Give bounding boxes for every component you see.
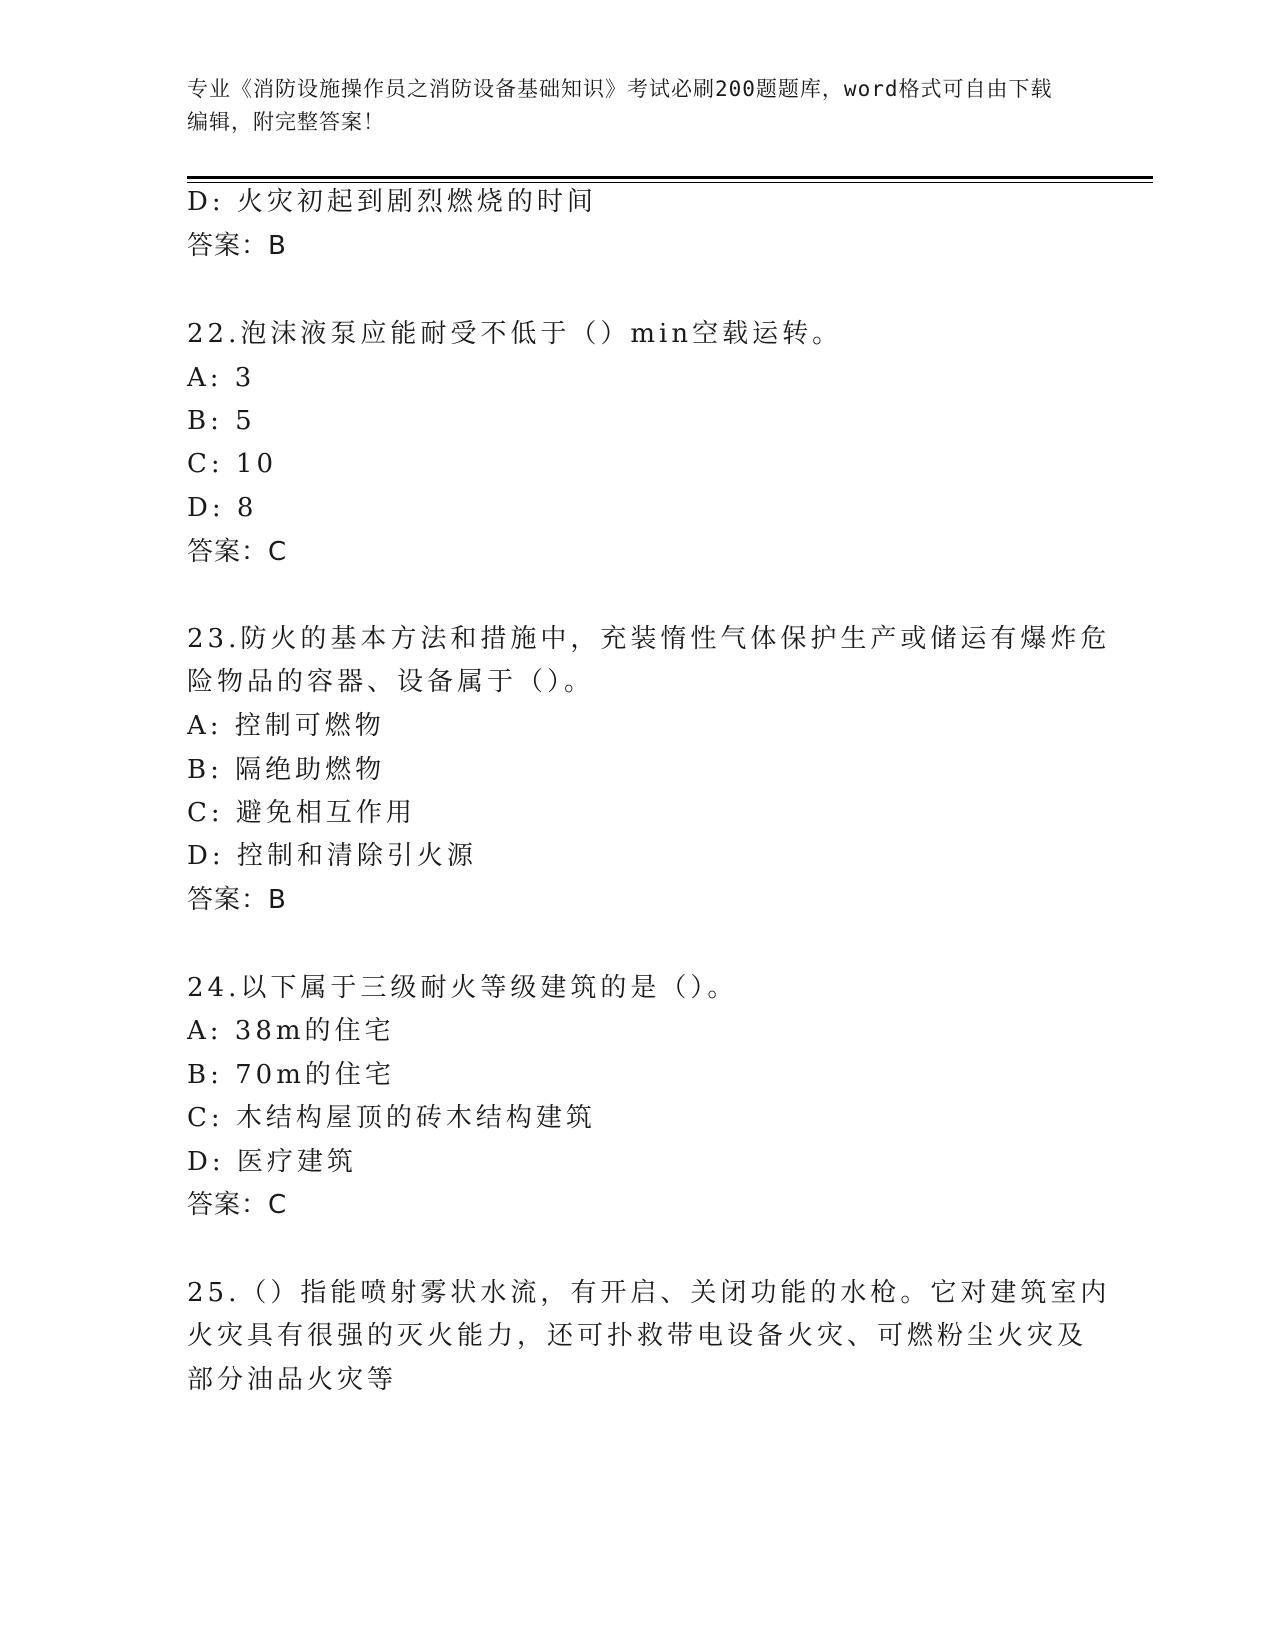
q25-stem-line-3: 部分油品火灾等 [187,1365,398,1395]
q22-option-a: A: 3 [187,363,256,393]
q23-option-b: B: 隔绝助燃物 [187,755,386,785]
q22-option-b: B: 5 [187,406,256,436]
q22-answer: 答案：C [187,537,288,567]
q24-option-a: A: 38m的住宅 [187,1016,395,1046]
q23-stem-line-2: 险物品的容器、设备属于（）。 [187,667,595,697]
q23-option-c: C: 避免相互作用 [187,798,416,828]
q24-option-c: C: 木结构屋顶的砖木结构建筑 [187,1103,596,1133]
q23-answer: 答案：B [187,885,287,915]
q25-stem-line-1: 25.（）指能喷射雾状水流，有开启、关闭功能的水枪。它对建筑室内 [187,1278,1111,1308]
q25-stem-line-2: 火灾具有很强的灭火能力，还可扑救带电设备火灾、可燃粉尘火灾及 [187,1321,1088,1351]
q21-option-d: D: 火灾初起到剧烈燃烧的时间 [187,187,597,217]
q23-option-d: D: 控制和清除引火源 [187,841,477,871]
header-divider-thick [187,176,1153,179]
q22-option-c: C: 10 [187,449,278,479]
q23-stem-line-1: 23.防火的基本方法和措施中，充装惰性气体保护生产或储运有爆炸危 [187,624,1111,654]
q22-stem: 22.泡沫液泵应能耐受不低于（）min空载运转。 [187,319,843,349]
q21-answer: 答案：B [187,231,287,261]
q24-option-d: D: 医疗建筑 [187,1147,357,1177]
q22-option-d: D: 8 [187,493,258,523]
q24-option-b: B: 70m的住宅 [187,1060,395,1090]
q23-option-a: A: 控制可燃物 [187,711,385,741]
q24-stem: 24.以下属于三级耐火等级建筑的是（）。 [187,973,738,1003]
header-divider-thin [187,182,1153,183]
document-header: 专业《消防设施操作员之消防设备基础知识》考试必刷200题题库，word格式可自由下载编辑，附完整答案！ [187,77,1053,134]
q24-answer: 答案：C [187,1190,288,1220]
